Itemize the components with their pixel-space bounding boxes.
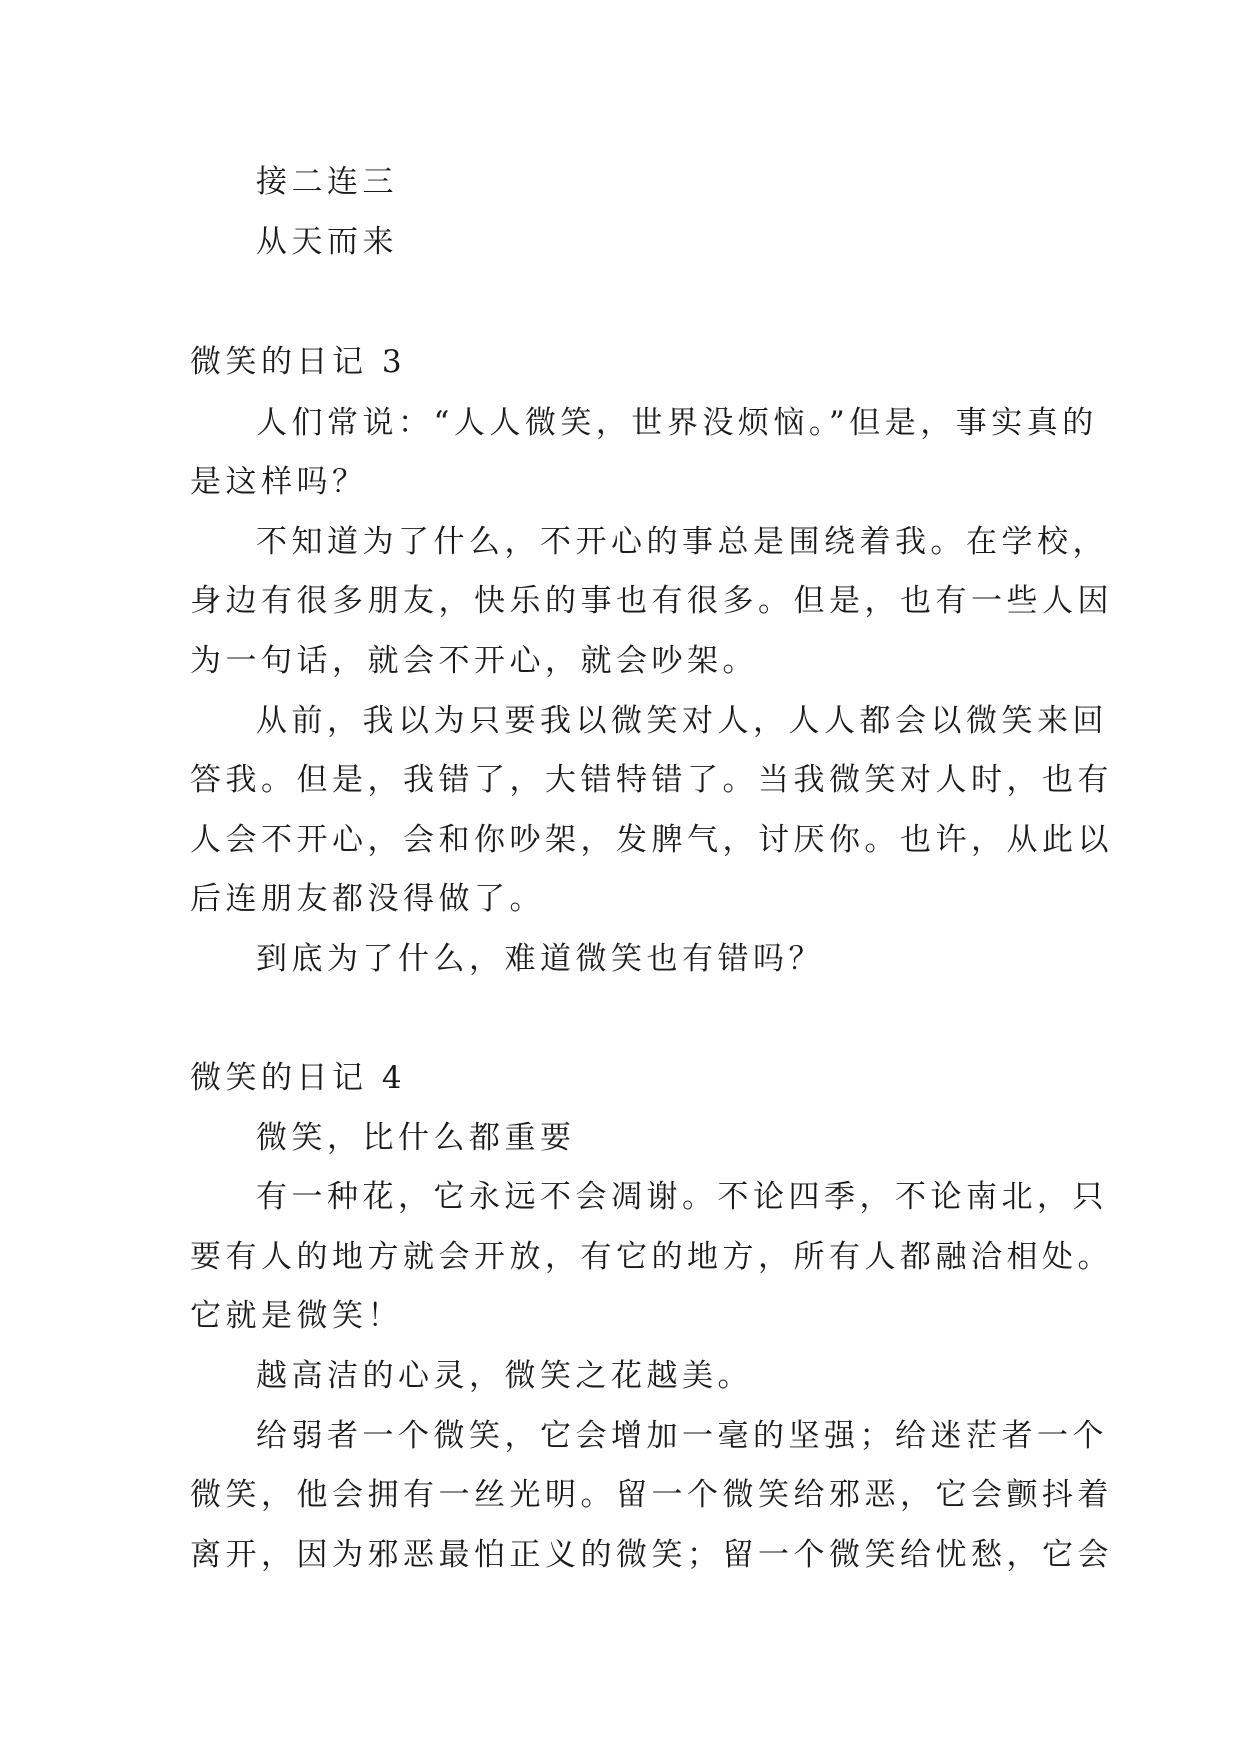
section-heading: 微笑的日记 4 [190,1060,407,1096]
paragraph-line: 给弱者一个微笑，它会增加一毫的坚强；给迷茫者一个 [256,1418,1108,1454]
paragraph-line: 微笑，他会拥有一丝光明。留一个微笑给邪恶，它会颤抖着 [190,1477,1113,1513]
paragraph-line: 离开，因为邪恶最怕正义的微笑；留一个微笑给忧愁，它会 [190,1537,1113,1573]
paragraph-line: 身边有很多朋友，快乐的事也有很多。但是，也有一些人因 [190,583,1113,619]
paragraph-line: 不知道为了什么，不开心的事总是围绕着我。在学校， [256,524,1108,560]
paragraph-line: 它就是微笑！ [190,1298,403,1334]
paragraph-line: 从前，我以为只要我以微笑对人，人人都会以微笑来回 [256,703,1108,739]
section-heading: 微笑的日记 3 [190,344,407,380]
section-subtitle: 微笑，比什么都重要 [256,1120,576,1156]
paragraph-line: 是这样吗？ [190,464,368,500]
paragraph-line: 有一种花，它永远不会凋谢。不论四季，不论南北，只 [256,1179,1108,1215]
poem-line: 接二连三 [256,164,398,200]
paragraph-line: 人会不开心，会和你吵架，发脾气，讨厌你。也许，从此以 [190,822,1113,858]
paragraph-line: 后连朋友都没得做了。 [190,881,545,917]
poem-line: 从天而来 [256,224,398,260]
paragraph-line: 为一句话，就会不开心，就会吵架。 [190,643,758,679]
paragraph-line: 越高洁的心灵，微笑之花越美。 [256,1358,753,1394]
paragraph-line: 到底为了什么，难道微笑也有错吗？ [256,941,824,977]
paragraph-line: 要有人的地方就会开放，有它的地方，所有人都融洽相处。 [190,1239,1113,1275]
paragraph-line: 答我。但是，我错了，大错特错了。当我微笑对人时，也有 [190,762,1113,798]
paragraph-line: 人们常说：“人人微笑，世界没烦恼。”但是，事实真的 [256,405,1098,441]
